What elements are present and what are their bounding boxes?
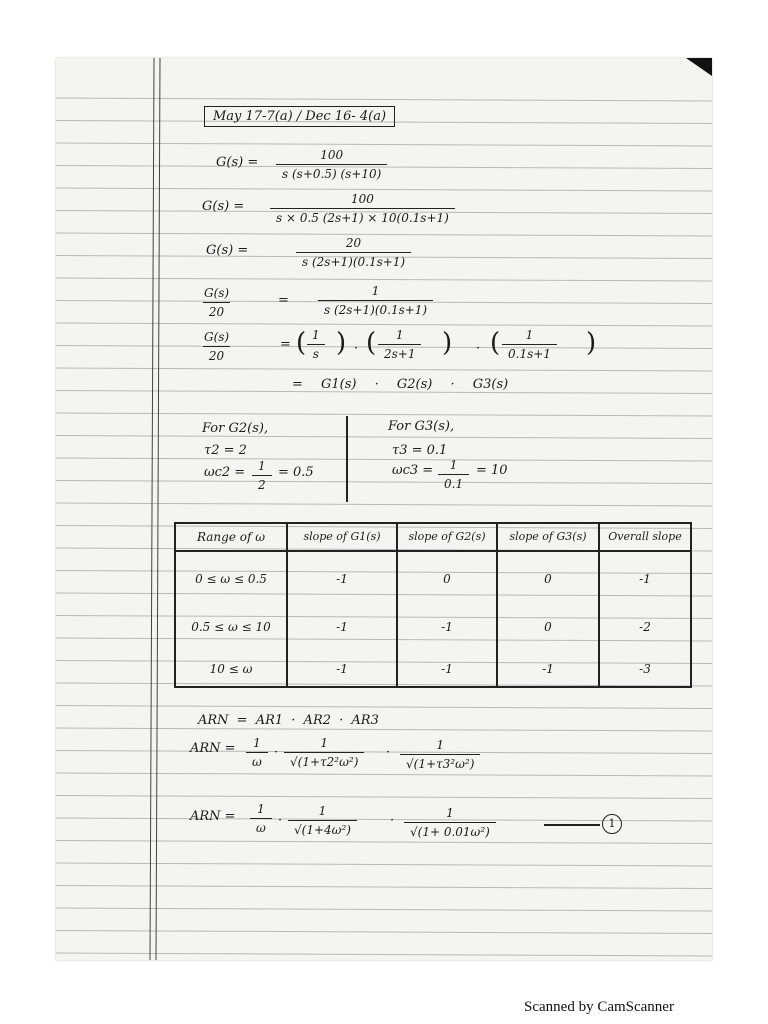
ruled-line: [56, 368, 712, 371]
eq5-f3-num: 1: [525, 328, 534, 342]
ruled-line: [56, 908, 712, 911]
section-divider: [346, 416, 348, 502]
ruled-line: [56, 436, 712, 439]
eq5-f2-den: 2s+1: [378, 344, 421, 361]
table-cell-r0-g3: 0: [544, 572, 552, 586]
table-cell-r0-g1: -1: [336, 572, 348, 586]
ar-line2-f3-den: √(1+τ3²ω²): [400, 754, 480, 771]
g3-tau: τ3 = 0.1: [392, 443, 448, 458]
table-border-bottom: [174, 686, 692, 688]
header-range: Range of ω: [196, 530, 266, 544]
g2-wc-fraction: [252, 459, 272, 492]
ruled-line: [56, 863, 712, 866]
ar-line3-f3-den: √(1+ 0.01ω²): [404, 822, 496, 839]
margin-line: [150, 58, 154, 960]
table-cell-r2-g1: -1: [336, 662, 348, 676]
eq4-lhs-fraction: [198, 286, 235, 319]
ar-line3-dot-2: ·: [390, 813, 395, 828]
header-slope-g2: slope of G2(s): [408, 530, 486, 544]
ruled-line: [56, 931, 712, 934]
ar-line2-f1: [246, 736, 268, 769]
eq5-paren-open-1: (: [296, 328, 307, 358]
ruled-line: [56, 413, 712, 416]
ar-line1: ARN = AR1 · AR2 · AR3: [198, 713, 379, 728]
eq5-f1-den: s: [307, 344, 325, 361]
ar-line3-f2-den: √(1+4ω²): [288, 820, 357, 837]
g3-wc-rhs: = 10: [476, 463, 508, 478]
eq5-equals: =: [280, 337, 291, 352]
ar-line3-dot-1: ·: [278, 813, 283, 828]
ar-line3-tag: [602, 814, 622, 834]
eq1-lhs: G(s) =: [216, 155, 259, 170]
table-cell-r0-g2: 0: [443, 572, 451, 586]
ar-line3-dash: [544, 824, 600, 826]
eq2-fraction: [270, 192, 455, 225]
eq4-equals: =: [278, 293, 289, 308]
table-border-right: [690, 522, 692, 688]
eq4-lhs-num: G(s): [204, 286, 230, 300]
eq5-f2-num: 1: [395, 328, 404, 342]
eq5-paren-open-3: (: [490, 328, 501, 358]
ar-line3-f3: [404, 806, 496, 839]
table-cell-r1-g1: -1: [336, 620, 348, 634]
eq1-den: s (s+0.5) (s+10): [276, 164, 387, 181]
g2-tau: τ2 = 2: [204, 443, 247, 458]
ruled-line: [56, 751, 712, 754]
g3-wc-fraction: [438, 458, 469, 491]
table-cell-r2-overall: -3: [639, 662, 651, 676]
eq4-lhs-den: 20: [203, 302, 230, 319]
table-header-rule: [174, 550, 692, 552]
eq5-factor2: [378, 328, 421, 361]
table-cell-r1-g3: 0: [544, 620, 552, 634]
eq3-num: 20: [345, 236, 362, 250]
ruled-line: [56, 953, 712, 956]
ar-line2-f1-num: 1: [253, 736, 261, 750]
ar-line2-f3-num: 1: [436, 738, 445, 752]
table-cell-r0-range: 0 ≤ ω ≤ 0.5: [195, 572, 267, 586]
g2-title: For G2(s),: [202, 421, 269, 436]
eq1-num: 100: [320, 148, 344, 162]
ar-line3-f1: [250, 802, 272, 835]
table-cell-r2-g2: -1: [441, 662, 453, 676]
slope-table: [174, 522, 692, 688]
ruled-line: [56, 458, 712, 461]
eq3-fraction: [296, 236, 411, 269]
eq4-num: 1: [371, 284, 380, 298]
eq3-lhs: G(s) =: [206, 243, 249, 258]
ruled-line: [56, 481, 712, 484]
ar-line2-lhs: ARN =: [190, 741, 236, 756]
ar-line2-f2-num: 1: [320, 736, 329, 750]
eq1-fraction: [276, 148, 387, 181]
header-overall: Overall slope: [608, 530, 682, 544]
ar-line2-f1-den: ω: [246, 752, 268, 769]
table-cell-r2-g3: -1: [542, 662, 554, 676]
ruled-line: [56, 98, 712, 101]
g3-wc-num: 1: [449, 458, 458, 472]
eq6: = G1(s) · G2(s) · G3(s): [292, 377, 509, 392]
equation-number-circle: 1: [602, 814, 622, 834]
eq5-f3-den: 0.1s+1: [502, 344, 557, 361]
g2-wc-den: 2: [252, 475, 272, 492]
eq5-dot-1: ·: [354, 341, 359, 356]
ar-line2-dot-1: ·: [274, 745, 279, 760]
notebook-page: [56, 58, 712, 960]
eq5-factor1: [306, 328, 326, 361]
ruled-line: [56, 728, 712, 731]
ruled-line: [56, 773, 712, 776]
eq5-lhs-num: G(s): [204, 330, 230, 344]
ruled-line: [56, 503, 712, 506]
eq2-lhs: G(s) =: [202, 199, 245, 214]
ar-line3-f3-num: 1: [446, 806, 454, 820]
ar-line2-dot-2: ·: [386, 745, 391, 760]
g3-wc-lhs: ωc3 =: [392, 463, 434, 478]
margin-line: [156, 58, 160, 960]
ruled-line: [56, 323, 712, 326]
ruled-line: [56, 886, 712, 889]
g2-wc-rhs: = 0.5: [278, 465, 314, 480]
eq5-paren-close-1: ): [336, 328, 347, 358]
g2-wc-num: 1: [258, 459, 266, 473]
table-cell-r1-overall: -2: [639, 620, 651, 634]
heading-box: May 17-7(a) / Dec 16- 4(a): [204, 106, 395, 127]
eq2-num: 100: [350, 192, 374, 206]
eq5-factor3: [502, 328, 557, 361]
ar-line2-f2: [284, 736, 364, 769]
eq5-lhs-fraction: [198, 330, 235, 363]
eq5-lhs-den: 20: [203, 346, 230, 363]
eq5-paren-close-2: ): [442, 328, 453, 358]
ruled-line: [56, 796, 712, 799]
g3-title: For G3(s),: [388, 419, 455, 434]
table-cell-r2-range: 10 ≤ ω: [209, 662, 253, 676]
table-cell-r1-g2: -1: [441, 620, 453, 634]
scanner-watermark: Scanned by CamScanner: [524, 999, 674, 1015]
ar-line3-f1-num: 1: [257, 802, 265, 816]
ar-line2-f2-den: √(1+τ2²ω²): [284, 752, 364, 769]
header-slope-g3: slope of G3(s): [509, 530, 587, 544]
eq2-den: s × 0.5 (2s+1) × 10(0.1s+1): [270, 208, 455, 225]
ruled-line: [56, 278, 712, 281]
ar-line3-f1-den: ω: [250, 818, 272, 835]
ar-line3-f2-num: 1: [318, 804, 327, 818]
eq3-den: s (2s+1)(0.1s+1): [296, 252, 411, 269]
ruled-line: [56, 841, 712, 844]
page-corner: [686, 58, 712, 76]
ruled-line: [56, 706, 712, 709]
g3-wc-den: 0.1: [438, 474, 469, 491]
ar-line3-lhs: ARN =: [190, 809, 236, 824]
eq5-paren-open-2: (: [366, 328, 377, 358]
table-cell-r1-range: 0.5 ≤ ω ≤ 10: [191, 620, 271, 634]
header-slope-g1: slope of G1(s): [303, 530, 381, 544]
ruled-line: [56, 143, 712, 146]
eq4-fraction: [318, 284, 433, 317]
eq5-f1-num: 1: [312, 328, 320, 342]
ruled-line: [56, 188, 712, 191]
eq5-paren-close-3: ): [586, 328, 597, 358]
eq4-den: s (2s+1)(0.1s+1): [318, 300, 433, 317]
g2-wc-lhs: ωc2 =: [204, 465, 246, 480]
eq5-dot-2: ·: [476, 341, 481, 356]
ar-line2-f3: [400, 738, 480, 771]
ar-line3-f2: [288, 804, 357, 837]
table-cell-r0-overall: -1: [639, 572, 651, 586]
